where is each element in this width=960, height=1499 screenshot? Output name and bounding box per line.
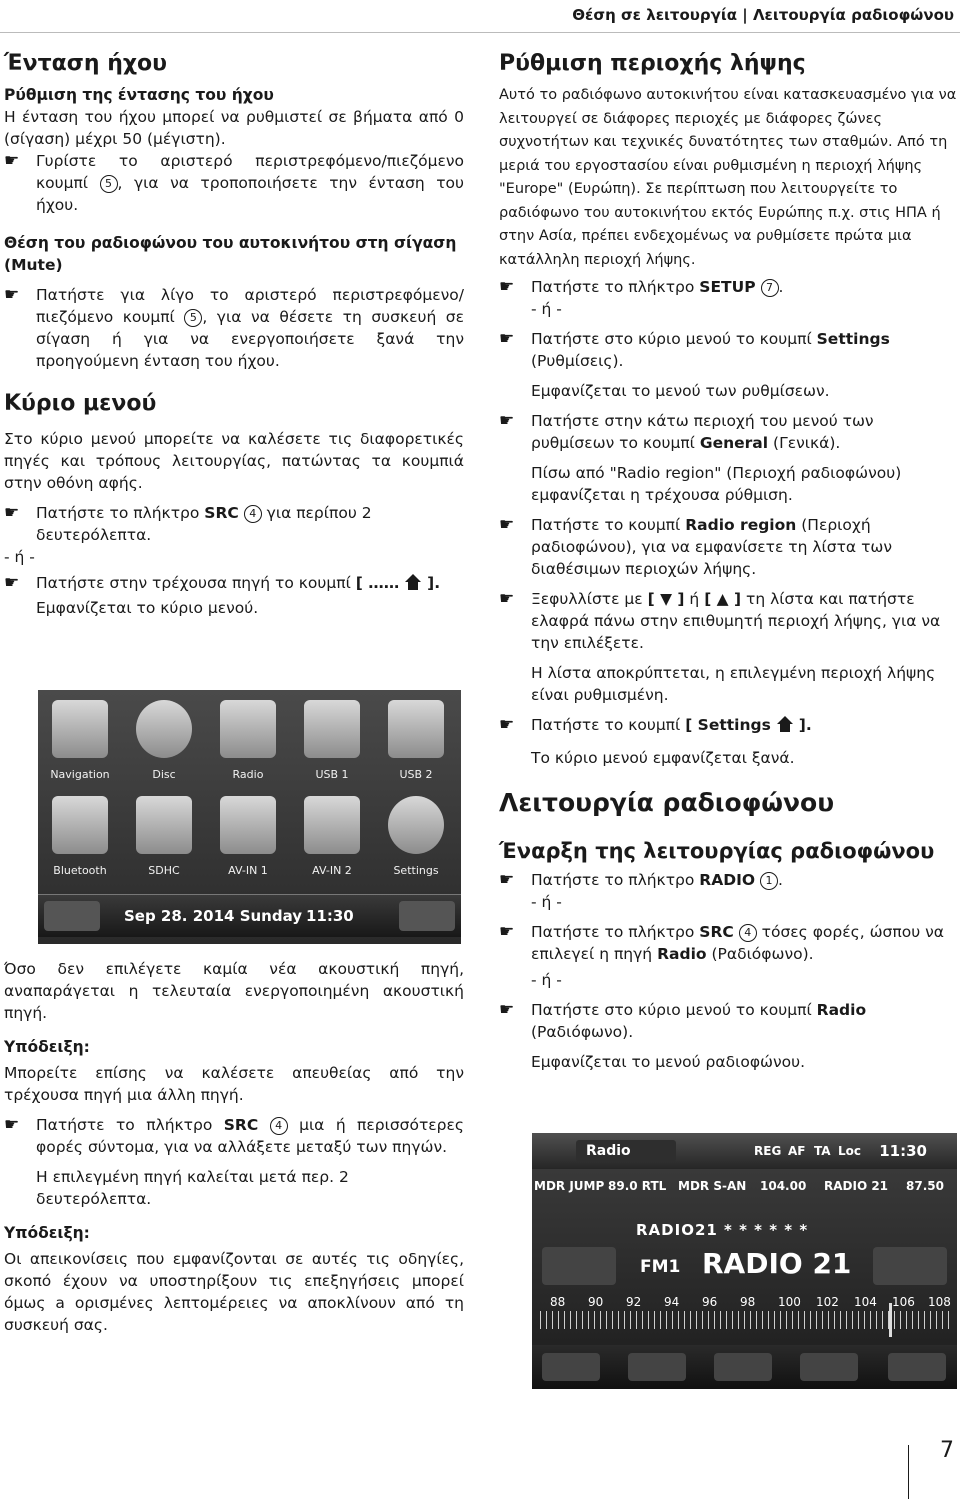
gear-icon bbox=[388, 796, 444, 854]
result-list-hidden: Η λίστα αποκρύπτεται, η επιλεγμένη περιοχή λήψης είναι ρυθμισμένη. bbox=[531, 664, 936, 704]
key-number-badge: 4 bbox=[270, 1117, 288, 1135]
key-scroll-down: [ ▼ ] bbox=[647, 590, 685, 608]
step-text: Πατήστε το κουμπί bbox=[531, 716, 681, 734]
tile-av-in2[interactable] bbox=[290, 786, 374, 882]
scale-label: 102 bbox=[816, 1295, 839, 1309]
step-press-src-repeat bbox=[4, 1114, 464, 1158]
page-header bbox=[0, 0, 960, 33]
tile-label: Settings bbox=[393, 864, 439, 877]
scale-label: 88 bbox=[550, 1295, 566, 1309]
left-column-lower bbox=[4, 958, 464, 1336]
av-cable-icon bbox=[304, 796, 360, 854]
preset-button[interactable]: 87.50 bbox=[906, 1179, 944, 1193]
heading-main-menu: Κύριο μενού bbox=[4, 391, 157, 416]
step-text: Ξεφυλλίστε με bbox=[531, 590, 643, 608]
hand-pointer-icon: ☛ bbox=[4, 151, 20, 171]
step-press-src bbox=[4, 502, 464, 546]
step-text: . bbox=[778, 278, 784, 296]
or-separator: - ή - bbox=[4, 548, 35, 566]
hand-pointer-icon: ☛ bbox=[499, 870, 515, 890]
scale-label: 90 bbox=[588, 1295, 604, 1309]
usb-icon bbox=[304, 700, 360, 758]
paragraph-region: Αυτό το ραδιόφωνο αυτοκινήτου είναι κατασκευασμένο για να λειτουργεί σε διάφορες περιοχές με διάφορες ζώνες συχνοτήτων και τεχνικές δυνατότητες των σταθμών. Από τη μεριά του εργοστασίου είναι ρυθμισμένη η περιοχή λήψης "Europe" (Ευρώπη). Σε περίπτωση που λειτουργείτε το ραδιόφωνο του αυτοκινήτου εκτός Ευρώπης π.χ. στις ΗΠΑ ή στην Ασία, πρέπει ενδεχομένως να ρυθμίσετε πρώτα μια κατάλληλη περιοχή λήψης. bbox=[499, 87, 957, 268]
clock-display: 11:30 bbox=[879, 1142, 927, 1160]
status-bar bbox=[38, 894, 461, 937]
tile-sdhc[interactable] bbox=[122, 786, 206, 882]
subheading-start-radio: Έναρξη της λειτουργίας ραδιοφώνου bbox=[499, 839, 935, 863]
radio-icon bbox=[220, 700, 276, 758]
step-press-radio-region bbox=[499, 514, 958, 580]
step-press-settings bbox=[499, 328, 958, 372]
tile-label: Navigation bbox=[50, 768, 110, 781]
date-display: Sep 28. 2014 Sunday bbox=[124, 907, 303, 925]
tile-usb2[interactable] bbox=[374, 690, 458, 786]
station-name: RADIO 21 bbox=[702, 1247, 852, 1280]
preset-button[interactable]: 104.00 bbox=[760, 1179, 807, 1193]
result-settings-menu: Εμφανίζεται το μενού των ρυθμίσεων. bbox=[531, 382, 830, 400]
step-text: τόσες φορές, ώσπου να επιλεγεί η πηγή bbox=[531, 923, 944, 963]
result-general: Πίσω από "Radio region" (Περιοχή ραδιοφώνου) εμφανίζεται η τρέχουσα ρύθμιση. bbox=[531, 464, 902, 504]
or-separator: - ή - bbox=[531, 300, 562, 318]
step-text: (Γενικά). bbox=[773, 434, 841, 452]
scale-label: 94 bbox=[664, 1295, 680, 1309]
note-heading: Υπόδειξη: bbox=[4, 1224, 90, 1242]
scale-label: 104 bbox=[854, 1295, 877, 1309]
running-header: Θέση σε λειτουργία | Λειτουργία ραδιοφώνου bbox=[572, 6, 954, 24]
page-number-rule bbox=[908, 1445, 909, 1499]
heading-volume: Ένταση ήχου bbox=[4, 51, 168, 76]
hand-pointer-icon: ☛ bbox=[499, 1000, 515, 1020]
step-text: Πατήστε στο κύριο μενού το κουμπί bbox=[531, 330, 812, 348]
paragraph-main-menu: Στο κύριο μενού μπορείτε να καλέσετε τις διαφορετικές πηγές και τρόπους λειτουργίας, πατώντας τα κουμπιά στην οθόνη αφής. bbox=[4, 430, 464, 492]
tile-usb1[interactable] bbox=[290, 690, 374, 786]
scale-label: 98 bbox=[740, 1295, 756, 1309]
key-src: SRC bbox=[699, 923, 734, 941]
radio-screenshot bbox=[532, 1133, 957, 1389]
key-radio-region: Radio region bbox=[685, 516, 797, 534]
tile-navigation[interactable] bbox=[38, 690, 122, 786]
page-number: 7 bbox=[940, 1438, 954, 1463]
key-radio-source: Radio bbox=[657, 945, 707, 963]
key-src: SRC bbox=[223, 1116, 259, 1134]
or-separator: - ή - bbox=[531, 893, 562, 911]
tile-label: Radio bbox=[232, 768, 264, 781]
step-text: , για να θέσετε τη συσκευή σε σίγαση ή για να ενεργοποιήσετε ξανά την προηγούμενη ένταση του ήχου. bbox=[36, 308, 464, 370]
result-radio-menu: Εμφανίζεται το μενού ραδιοφώνου. bbox=[531, 1053, 806, 1071]
sd-card-icon bbox=[136, 796, 192, 854]
hand-pointer-icon: ☛ bbox=[499, 277, 515, 297]
home-icon bbox=[404, 573, 422, 597]
radio-tab[interactable]: Radio bbox=[576, 1140, 676, 1162]
main-menu-screenshot bbox=[38, 690, 461, 944]
menu-button[interactable] bbox=[399, 901, 455, 931]
tile-label: USB 2 bbox=[399, 768, 433, 781]
or-separator: - ή - bbox=[531, 971, 562, 989]
step-text: Πατήστε το πλήκτρο bbox=[531, 923, 695, 941]
result-main-menu-again: Το κύριο μενού εμφανίζεται ξανά. bbox=[531, 749, 795, 767]
subheading-volume-setting: Ρύθμιση της έντασης του ήχου bbox=[4, 86, 274, 104]
seek-down-button[interactable] bbox=[542, 1247, 616, 1285]
step-text: Πατήστε στην τρέχουσα πηγή το κουμπί bbox=[36, 574, 351, 592]
preset-button[interactable]: RADIO 21 bbox=[824, 1179, 889, 1193]
step-text: , για να τροποποιήσετε την ένταση του ήχου. bbox=[36, 174, 464, 214]
bluetooth-icon bbox=[52, 796, 108, 854]
key-number-badge: 4 bbox=[244, 505, 262, 523]
note-heading: Υπόδειξη: bbox=[4, 1038, 90, 1056]
tile-radio[interactable] bbox=[206, 690, 290, 786]
step-text: Γυρίστε το αριστερό περιστρεφόμενο/πιεζόμενο κουμπί bbox=[36, 152, 464, 192]
hand-pointer-icon: ☛ bbox=[499, 515, 515, 535]
key-settings-home-end: ]. bbox=[798, 716, 812, 734]
key-settings: Settings bbox=[816, 330, 890, 348]
heading-reception-region: Ρύθμιση περιοχής λήψης bbox=[499, 51, 806, 76]
scale-label: 92 bbox=[626, 1295, 642, 1309]
subheading-mute: Θέση του ραδιοφώνου του αυτοκινήτου στη σίγαση (Mute) bbox=[4, 234, 457, 274]
step-text: (Ρυθμίσεις). bbox=[531, 352, 624, 370]
rds-button[interactable] bbox=[542, 1353, 600, 1381]
tile-label: USB 1 bbox=[315, 768, 349, 781]
step-text: Πατήστε το πλήκτρο bbox=[36, 1116, 213, 1134]
radio-title-bar bbox=[532, 1133, 957, 1169]
step-menu-radio bbox=[499, 999, 958, 1043]
tile-disc[interactable] bbox=[122, 690, 206, 786]
hand-pointer-icon: ☛ bbox=[499, 411, 515, 431]
left-column bbox=[4, 48, 464, 619]
tile-av-in1[interactable] bbox=[206, 786, 290, 882]
scale-label: 100 bbox=[778, 1295, 801, 1309]
scale-label: 106 bbox=[892, 1295, 915, 1309]
step-text: Πατήστε το κουμπί bbox=[531, 516, 681, 534]
key-general: General bbox=[699, 434, 769, 452]
tile-bluetooth[interactable] bbox=[38, 786, 122, 882]
step-press-src-radio bbox=[499, 921, 958, 965]
result-main-menu: Εμφανίζεται το κύριο μενού. bbox=[36, 599, 259, 617]
hand-pointer-icon: ☛ bbox=[499, 715, 515, 735]
step-text: Πατήστε το πλήκτρο bbox=[531, 871, 695, 889]
step-text: Πατήστε για λίγο το αριστερό περιστρεφόμενο/ πιεζόμενο κουμπί bbox=[36, 286, 464, 326]
hand-pointer-icon: ☛ bbox=[4, 573, 20, 593]
options-button[interactable] bbox=[888, 1353, 946, 1381]
key-src: SRC bbox=[204, 504, 239, 522]
step-turn-knob bbox=[4, 150, 464, 216]
radio-bottom-bar bbox=[532, 1345, 957, 1389]
paragraph-volume: Η ένταση του ήχου μπορεί να ρυθμιστεί σε βήματα από 0 (σίγαση) μέχρι 50 (μέγιστη). bbox=[4, 108, 464, 148]
step-press-knob-mute bbox=[4, 284, 464, 372]
step-press-home bbox=[4, 572, 464, 597]
time-display: 11:30 bbox=[306, 907, 354, 925]
preset-button[interactable]: MDR JUMP bbox=[534, 1179, 605, 1193]
heading-radio-mode: Λειτουργία ραδιοφώνου bbox=[499, 788, 835, 817]
hand-pointer-icon: ☛ bbox=[4, 1115, 20, 1135]
hand-pointer-icon: ☛ bbox=[499, 329, 515, 349]
tile-label: SDHC bbox=[148, 864, 180, 877]
key-radio-button: Radio bbox=[816, 1001, 867, 1019]
band-display: FM1 bbox=[640, 1257, 681, 1277]
step-press-radio bbox=[499, 869, 958, 891]
key-settings-home: [ Settings bbox=[685, 716, 771, 734]
key-home-end: ]. bbox=[427, 574, 441, 592]
av-cable-icon bbox=[220, 796, 276, 854]
preset-row bbox=[532, 1173, 957, 1209]
usb-icon bbox=[388, 700, 444, 758]
tile-label: AV-IN 1 bbox=[228, 864, 268, 877]
tile-label: Bluetooth bbox=[53, 864, 107, 877]
menu-tile-grid bbox=[38, 690, 461, 890]
step-text: (Ραδιόφωνο). bbox=[711, 945, 814, 963]
step-text: (Περιοχή ραδιοφώνου), για να εμφανίσετε τη λίστα των διαθέσιμων περιοχών λήψης. bbox=[531, 516, 893, 578]
step-text: ή bbox=[689, 590, 700, 608]
key-number-badge: 5 bbox=[100, 175, 118, 193]
seek-up-button[interactable] bbox=[873, 1247, 947, 1285]
key-number-badge: 1 bbox=[760, 872, 778, 890]
note-text: Οι απεικονίσεις που εμφανίζονται σε αυτές τις οδηγίες, σκοπό έχουν να υποστηρίξουν τις επεξηγήσεις μπορεί όμως a ορισμένες λεπτομέρειες να αποκλίνουν από τη συσκευή σας. bbox=[4, 1250, 464, 1334]
key-number-badge: 4 bbox=[739, 924, 757, 942]
step-scroll-list bbox=[499, 588, 958, 654]
navigation-icon bbox=[52, 700, 108, 758]
key-setup: SETUP bbox=[699, 278, 756, 296]
note-text: Μπορείτε επίσης να καλέσετε απευθείας από την τρέχουσα πηγή μια άλλη πηγή. bbox=[4, 1064, 464, 1104]
scan-button[interactable] bbox=[800, 1353, 858, 1381]
key-home: [ …… bbox=[355, 574, 400, 592]
key-number-badge: 5 bbox=[184, 309, 202, 327]
step-press-settings-home bbox=[499, 714, 958, 739]
preset-button[interactable]: 89.0 RTL bbox=[608, 1179, 667, 1193]
paragraph-last-source: Όσο δεν επιλέγετε καμία νέα ακουστική πηγή, αναπαράγεται η τελευταία ενεργοποιημένη ακουστική πηγή. bbox=[4, 960, 464, 1022]
disc-icon bbox=[136, 700, 192, 758]
key-scroll-up: [ ▲ ] bbox=[704, 590, 742, 608]
step-press-general bbox=[499, 410, 958, 454]
scale-label: 108 bbox=[928, 1295, 951, 1309]
hand-pointer-icon: ☛ bbox=[4, 285, 20, 305]
step-text: (Ραδιόφωνο). bbox=[531, 1023, 634, 1041]
key-number-badge: 7 bbox=[761, 279, 779, 297]
flag-af: AF bbox=[788, 1144, 806, 1158]
scale-label: 96 bbox=[702, 1295, 718, 1309]
step-text: Πατήστε στην κάτω περιοχή του μενού των ρυθμίσεων το κουμπί bbox=[531, 412, 874, 452]
flag-reg: REG bbox=[754, 1144, 782, 1158]
step-text: Πατήστε στο κύριο μενού το κουμπί bbox=[531, 1001, 812, 1019]
back-button[interactable] bbox=[44, 901, 100, 931]
right-column bbox=[499, 48, 958, 1073]
rds-ps-name: RADIO21 * * * * * * bbox=[636, 1221, 809, 1239]
step-text: για περίπου 2 δευτερόλεπτα. bbox=[36, 504, 372, 544]
tile-label: Disc bbox=[152, 768, 176, 781]
step-press-setup bbox=[499, 276, 958, 298]
list-button[interactable] bbox=[628, 1353, 686, 1381]
flag-loc: Loc bbox=[838, 1144, 862, 1158]
flag-ta: TA bbox=[814, 1144, 831, 1158]
step-text: τη λίστα και πατήστε ελαφρά πάνω στην επιθυμητή περιοχή λήψης, για να την επιλέξετε. bbox=[531, 590, 941, 652]
step-text: Πατήστε το πλήκτρο bbox=[531, 278, 695, 296]
preset-button[interactable]: MDR S-AN bbox=[678, 1179, 747, 1193]
hand-pointer-icon: ☛ bbox=[4, 503, 20, 523]
home-icon bbox=[776, 715, 794, 739]
step-text: Πατήστε το πλήκτρο bbox=[36, 504, 200, 522]
step-text: . bbox=[777, 871, 783, 889]
hand-pointer-icon: ☛ bbox=[499, 589, 515, 609]
hand-pointer-icon: ☛ bbox=[499, 922, 515, 942]
result-source-selected: Η επιλεγμένη πηγή καλείται μετά περ. 2 δευτερόλεπτα. bbox=[36, 1168, 349, 1208]
tuning-needle[interactable] bbox=[889, 1303, 892, 1337]
tile-settings[interactable] bbox=[374, 786, 458, 882]
step-text: μια ή περισσότερες φορές σύντομα, για να αλλάξετε μεταξύ των πηγών. bbox=[36, 1116, 464, 1156]
key-radio: RADIO bbox=[699, 871, 756, 889]
tile-label: AV-IN 2 bbox=[312, 864, 352, 877]
band-button[interactable] bbox=[714, 1353, 772, 1381]
